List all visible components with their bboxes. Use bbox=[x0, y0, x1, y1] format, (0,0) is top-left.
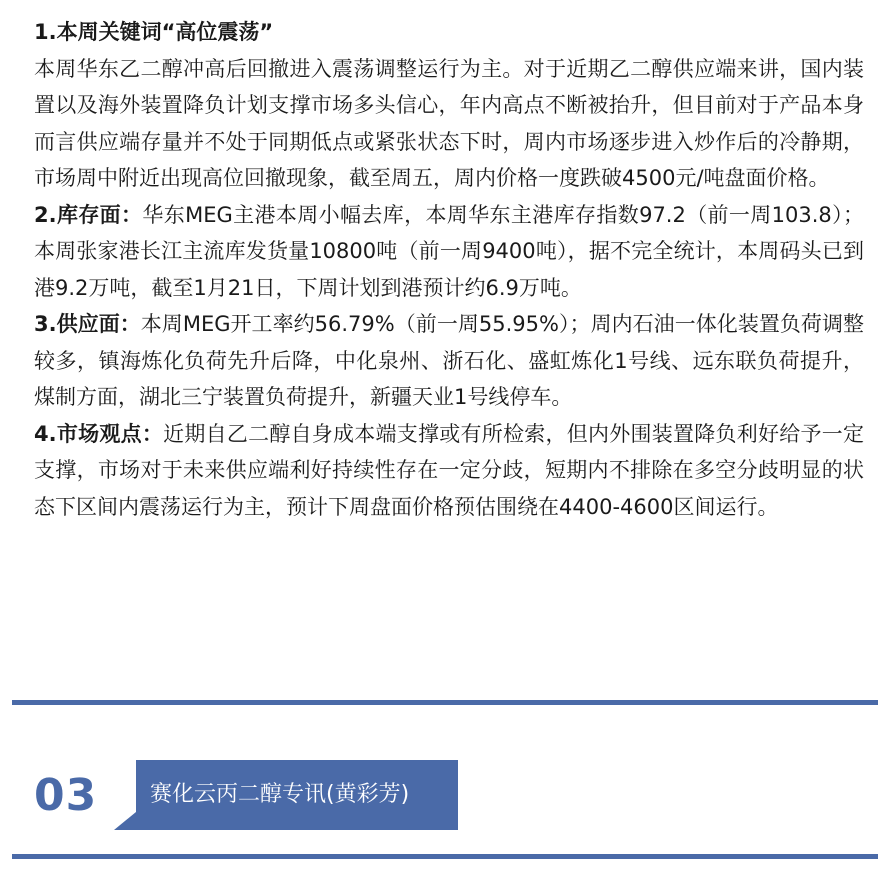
section-banner bbox=[114, 760, 458, 830]
paragraph-label: 4.市场观点： bbox=[34, 421, 164, 446]
section-divider-top bbox=[12, 700, 878, 705]
paragraph-text: 本周MEG开工率约56.79%（前一周55.95%）；周内石油一体化装置负荷调整较多，镇海炼化负荷先升后降，中化泉州、浙石化、盛虹炼化1号线、远东联负荷提升，煤制方面，湖北三宁装置负荷提升，新疆天业1号线停车。 bbox=[34, 312, 864, 409]
paragraph-market-view bbox=[34, 416, 864, 526]
paragraph-supply bbox=[34, 306, 864, 416]
section-number: 03 bbox=[34, 770, 98, 821]
section-divider-bottom bbox=[12, 854, 878, 859]
paragraph-label: 2.库存面： bbox=[34, 202, 143, 227]
section-title: 赛化云丙二醇专讯(黄彩芳) bbox=[150, 782, 410, 807]
paragraph-label: 3.供应面： bbox=[34, 312, 141, 336]
article-body bbox=[34, 14, 864, 525]
paragraph-text: 本周华东乙二醇冲高后回撤进入震荡调整运行为主。对于近期乙二醇供应端来讲，国内装置以及海外装置降负计划支撑市场多头信心，年内高点不断被抬升，但目前对于产品本身而言供应端存量并不处于同期低点或紧张状态下时，周内市场逐步进入炒作后的冷静期，市场周中附近出现高位回撤现象，截至周五，周内价格一度跌破4500元/吨盘面价格。 bbox=[34, 56, 864, 190]
paragraph-keyword bbox=[34, 14, 864, 197]
paragraph-inventory bbox=[34, 197, 864, 307]
paragraph-heading: 1.本周关键词“高位震荡” bbox=[34, 20, 274, 44]
paragraph-text: 华东MEG主港本周小幅去库，本周华东主港库存指数97.2（前一周103.8）；本周张家港长江主流库发货量10800吨（前一周9400吨），据不完全统计，本周码头已到港9.2万吨，截至1月21日，下周计划到港预计约6.9万吨。 bbox=[34, 202, 864, 300]
paragraph-text: 近期自乙二醇自身成本端支撑或有所检索，但内外围装置降负利好给予一定支撑，市场对于未来供应端利好持续性存在一定分歧，短期内不排除在多空分歧明显的状态下区间内震荡运行为主，预计下周盘面价格预估围绕在4400-4600区间运行。 bbox=[34, 421, 864, 519]
